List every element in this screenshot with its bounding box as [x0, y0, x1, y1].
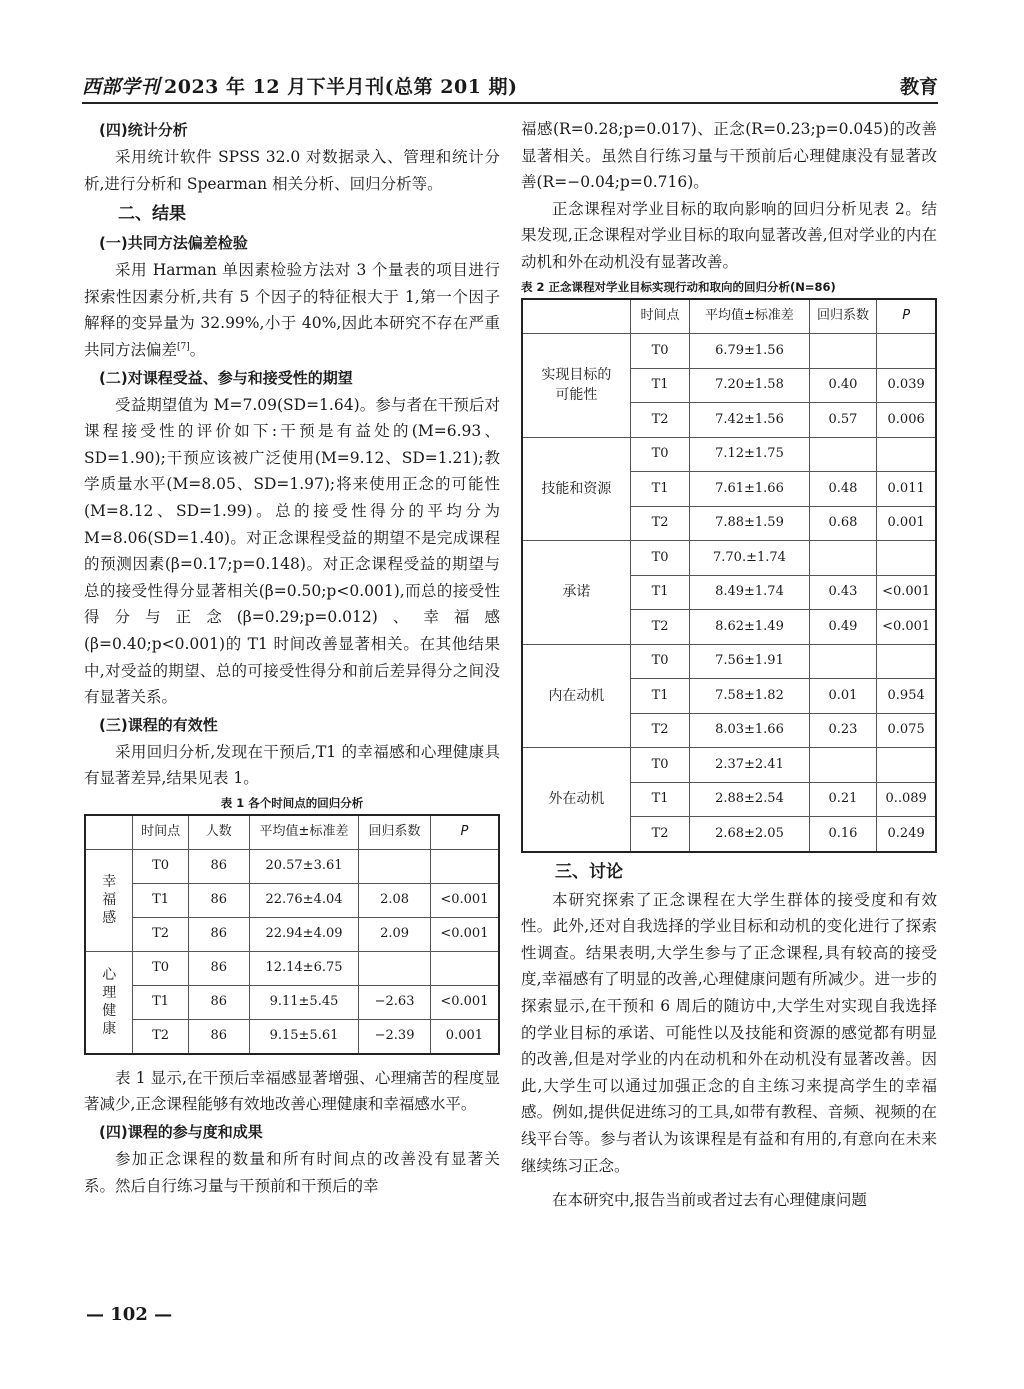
- table-cell: −2.63: [359, 985, 431, 1019]
- group-label-char: 心: [102, 967, 117, 984]
- table-row: [522, 334, 936, 369]
- table-row: [522, 748, 936, 783]
- group-label-char: 感: [102, 910, 117, 927]
- table-cell: 7.58±1.82: [690, 679, 809, 714]
- section-heading-stats: (四)统计分析: [99, 121, 188, 139]
- table-cell: 0.075: [877, 713, 936, 748]
- table-cell: [809, 644, 877, 679]
- table-cell: −2.39: [359, 1019, 431, 1054]
- group-label: 承诺: [522, 541, 630, 645]
- table-cell: <0.001: [877, 575, 936, 610]
- paragraph: 本研究探索了正念课程在大学生群体的接受度和有效性。此外,还对自我选择的学业目标和动机的变化进行了探索性调查。结果表明,大学生参与了正念课程,具有较高的接受度,幸福感有了明显的改善,心理健康问题有所减少。进一步的探索显示,在干预和 6 周后的随访中,大学生对实现自我选择的学业目标的承诺、可能性以及技能和资源的感觉都有明显的改善,但是对学业的内在动机和外在动机没有显著改善。因此,大学生可以通过加强正念的自主练习来提高学生的幸福感。例如,提供促进练习的工具,如带有教程、音频、视频的在线平台等。参与者认为该课程是有益和有用的,有意向在未来继续练习正念。: [521, 890, 937, 1175]
- paragraph: 受益期望值为 M=7.09(SD=1.64)。参与者在干预后对课程接受性的评价如下:干预是有益处的(M=6.93、SD=1.90);干预应该被广泛使用(M=9.12、SD=1.21);教学质量水平(M=8.05、SD=1.97);将来使用正念的可能性(M=8.12、SD=1.99)。总的接受性得分的平均分为 M=8.06(SD=1.40)。对正念课程受益的期望不是完成课程的预测因素(β=0.17;p=0.148)。对正念课程受益的期望与总的接受性得分显著相关(β=0.50;p<0.001),而总的接受性得分与正念(β=0.29;p=0.012)、幸福感(β=0.40;p<0.001)的 T1 时间改善显著相关。在其他结果中,对受益的期望、总的可接受性得分和前后差异得分之间没有显著关系。: [84, 395, 500, 707]
- table-cell: T1: [630, 575, 690, 610]
- table-cell: [877, 437, 936, 472]
- table-cell: 86: [188, 951, 249, 985]
- table-cell: T2: [630, 817, 690, 852]
- page-header: [82, 68, 938, 104]
- table-header-cell: [85, 815, 133, 850]
- table-cell: 12.14±6.75: [249, 951, 359, 985]
- table-cell: 0.011: [877, 472, 936, 507]
- table-cell: 8.49±1.74: [690, 575, 809, 610]
- table-cell: [809, 334, 877, 369]
- table-cell: 0.039: [877, 368, 936, 403]
- table-cell: 0.21: [809, 782, 877, 817]
- table-cell: T1: [630, 472, 690, 507]
- group-label-line: 可能性: [555, 387, 598, 404]
- table-header-cell: 回归系数: [809, 299, 877, 334]
- table-cell: 7.20±1.58: [690, 368, 809, 403]
- table-cell: 2.09: [359, 917, 431, 951]
- table-cell: 86: [188, 917, 249, 951]
- group-label: 技能和资源: [522, 437, 630, 541]
- table-cell: 0.001: [877, 506, 936, 541]
- table1: [84, 814, 500, 1055]
- group-label-char: 理: [102, 985, 117, 1002]
- table-row: [85, 951, 499, 985]
- table1-caption: 表 1 各个时间点的回归分析: [220, 795, 364, 810]
- table-cell: T0: [133, 849, 188, 883]
- paragraph: 参加正念课程的数量和所有时间点的改善没有显著关系。然后自行练习量与干预前和干预后的幸: [84, 1150, 500, 1195]
- group-label-line: 实现目标的: [541, 367, 612, 384]
- table-cell: 0.43: [809, 575, 877, 610]
- table-header-cell: 平均值±标准差: [690, 299, 809, 334]
- paragraph: 采用回归分析,发现在干预后,T1 的幸福感和心理健康具有显著差异,结果见表 1。: [84, 742, 500, 788]
- journal-title: [82, 72, 518, 99]
- group-label-char: 福: [102, 892, 117, 909]
- table-cell: 9.11±5.45: [249, 985, 359, 1019]
- section-heading-results: 二、结果: [118, 204, 186, 225]
- table-row: [85, 985, 499, 1019]
- table-header-cell: 时间点: [630, 299, 690, 334]
- table-cell: T1: [630, 679, 690, 714]
- table-cell: 86: [188, 985, 249, 1019]
- group-label: [85, 951, 133, 1054]
- table-header-cell: P: [430, 815, 499, 850]
- paragraph-end: 。: [189, 340, 206, 359]
- group-label-char: 康: [102, 1021, 117, 1038]
- table-cell: 2.88±2.54: [690, 782, 809, 817]
- group-label: 外在动机: [522, 748, 630, 852]
- table-cell: 0.006: [877, 403, 936, 438]
- table-row: [85, 917, 499, 951]
- table-cell: 0.249: [877, 817, 936, 852]
- table-cell: 0.954: [877, 679, 936, 714]
- table-cell: T2: [630, 403, 690, 438]
- table-cell: T2: [630, 506, 690, 541]
- table-cell: T2: [630, 713, 690, 748]
- table-cell: 0.23: [809, 713, 877, 748]
- table-header-cell: [522, 299, 630, 334]
- table-cell: 0.001: [430, 1019, 499, 1054]
- group-label-char: 幸: [102, 874, 117, 891]
- right-column: [521, 116, 937, 1214]
- table-row: [85, 1019, 499, 1054]
- table-header-cell: 回归系数: [359, 815, 431, 850]
- table-cell: 9.15±5.61: [249, 1019, 359, 1054]
- paragraph-text: 采用 Harman 单因素检验方法对 3 个量表的项目进行探索性因素分析,共有 5 个因子的特征根大于 1,第一个因子解释的变异量为 32.99%,小于 40%,因此本研究不存在严重共同方法偏差: [84, 261, 500, 359]
- table-cell: <0.001: [430, 985, 499, 1019]
- table-cell: T1: [133, 985, 188, 1019]
- table-row: [522, 644, 936, 679]
- table-cell: <0.001: [877, 610, 936, 645]
- table-cell: T1: [133, 883, 188, 917]
- table-cell: 0.49: [809, 610, 877, 645]
- journal-issue: 2023 年 12 月下半月刊(总第 201 期): [164, 76, 518, 98]
- table-cell: 0.68: [809, 506, 877, 541]
- paragraph: [84, 257, 500, 363]
- table-cell: 86: [188, 883, 249, 917]
- table-cell: <0.001: [430, 883, 499, 917]
- table-cell: 0.01: [809, 679, 877, 714]
- table-row: [522, 541, 936, 576]
- table-cell: [877, 748, 936, 783]
- table-cell: [809, 541, 877, 576]
- table-cell: [359, 951, 431, 985]
- table-cell: T2: [133, 1019, 188, 1054]
- table-cell: 7.42±1.56: [690, 403, 809, 438]
- table-cell: 22.76±4.04: [249, 883, 359, 917]
- table-cell: T0: [630, 541, 690, 576]
- table-cell: 86: [188, 1019, 249, 1054]
- table-cell: T0: [630, 644, 690, 679]
- table-cell: T2: [133, 917, 188, 951]
- table-cell: 0.48: [809, 472, 877, 507]
- table2-caption: 表 2 正念课程对学业目标实现行动和取向的回归分析(N=86): [521, 279, 836, 294]
- subsection-heading: (三)课程的有效性: [99, 715, 218, 734]
- table-cell: [809, 437, 877, 472]
- journal-logo: 西部学刊: [82, 76, 161, 98]
- table-cell: T0: [133, 951, 188, 985]
- table-cell: <0.001: [430, 917, 499, 951]
- table-cell: 86: [188, 849, 249, 883]
- table-cell: 0..089: [877, 782, 936, 817]
- table-cell: 7.12±1.75: [690, 437, 809, 472]
- table-cell: [809, 748, 877, 783]
- table-cell: 7.88±1.59: [690, 506, 809, 541]
- table-cell: 6.79±1.56: [690, 334, 809, 369]
- subsection-heading: (二)对课程受益、参与和接受性的期望: [99, 368, 353, 387]
- table-cell: 8.03±1.66: [690, 713, 809, 748]
- table-header-cell: 人数: [188, 815, 249, 850]
- table-cell: 7.70.±1.74: [690, 541, 809, 576]
- table-cell: T1: [630, 368, 690, 403]
- table-cell: 8.62±1.49: [690, 610, 809, 645]
- table-header-row: [522, 299, 936, 334]
- table-cell: T2: [630, 610, 690, 645]
- table-header-cell: 平均值±标准差: [249, 815, 359, 850]
- table-cell: [877, 334, 936, 369]
- table-cell: 22.94±4.09: [249, 917, 359, 951]
- table-cell: 2.37±2.41: [690, 748, 809, 783]
- table-row: [522, 437, 936, 472]
- table-cell: 20.57±3.61: [249, 849, 359, 883]
- paragraph: 在本研究中,报告当前或者过去有心理健康问题: [552, 1191, 867, 1210]
- table-cell: 0.40: [809, 368, 877, 403]
- paragraph: 表 1 显示,在干预后幸福感显著增强、心理痛苦的程度显著减少,正念课程能够有效地改善心理健康和幸福感水平。: [84, 1068, 500, 1114]
- table-header-cell: 时间点: [133, 815, 188, 850]
- table-cell: [877, 644, 936, 679]
- table-cell: T0: [630, 334, 690, 369]
- table-row: [85, 849, 499, 883]
- table-header-row: [85, 815, 499, 850]
- paragraph: 采用统计软件 SPSS 32.0 对数据录入、管理和统计分析,进行分析和 Spearman 相关分析、回归分析等。: [84, 148, 500, 193]
- citation-ref: [7]: [177, 341, 190, 352]
- table-cell: 7.61±1.66: [690, 472, 809, 507]
- table-cell: 0.16: [809, 817, 877, 852]
- section-tag: 教育: [899, 76, 938, 98]
- paragraph: 福感(R=0.28;p=0.017)、正念(R=0.23;p=0.045)的改善显著相关。虽然自行练习量与干预前后心理健康没有显著改善(R=−0.04;p=0.716)。: [521, 120, 937, 192]
- table-cell: 0.57: [809, 403, 877, 438]
- table-cell: 7.56±1.91: [690, 644, 809, 679]
- paragraph: 正念课程对学业目标的取向影响的回归分析见表 2。结果发现,正念课程对学业目标的取向显著改善,但对学业的内在动机和外在动机没有显著改善。: [521, 199, 937, 271]
- table-cell: [877, 541, 936, 576]
- table-cell: T0: [630, 748, 690, 783]
- table-cell: T0: [630, 437, 690, 472]
- table-cell: 2.08: [359, 883, 431, 917]
- group-label: [85, 849, 133, 951]
- subsection-heading: (一)共同方法偏差检验: [99, 234, 248, 253]
- table-row: [85, 883, 499, 917]
- table-cell: T1: [630, 782, 690, 817]
- section-heading-discussion: 三、讨论: [555, 861, 623, 882]
- left-column: [84, 116, 500, 1199]
- table-cell: 2.68±2.05: [690, 817, 809, 852]
- group-label-char: 健: [102, 1003, 117, 1020]
- group-label: 内在动机: [522, 644, 630, 748]
- table-cell: [430, 951, 499, 985]
- group-label: [522, 334, 630, 438]
- table-cell: [359, 849, 431, 883]
- subsection-heading: (四)课程的参与度和成果: [99, 1123, 263, 1142]
- table-header-cell: P: [877, 299, 936, 334]
- table2: [521, 298, 937, 853]
- table-cell: [430, 849, 499, 883]
- page-number: — 102 —: [86, 1304, 173, 1325]
